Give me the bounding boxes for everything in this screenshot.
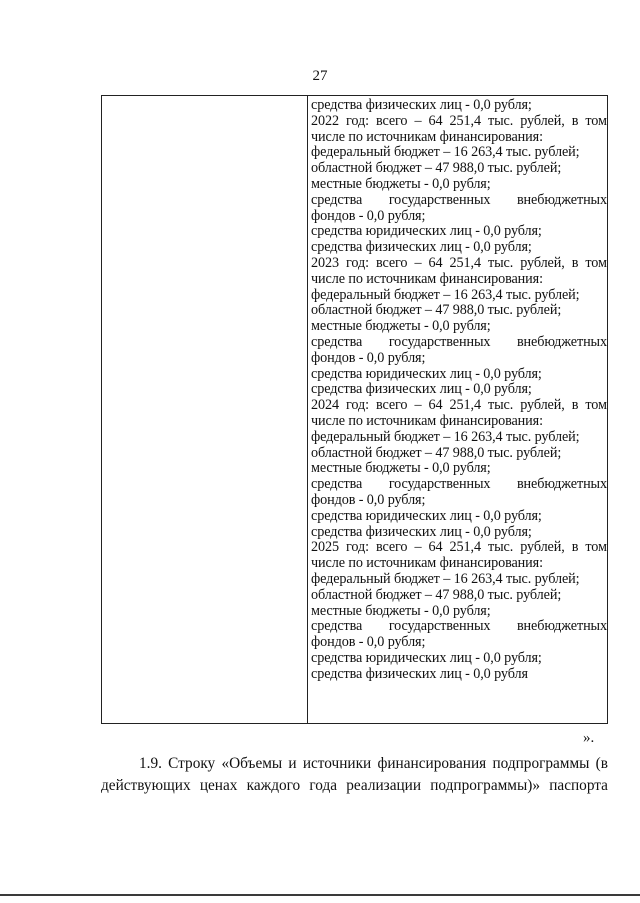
table-text-line [311,477,607,493]
word: всего [375,397,408,414]
table-text-line [311,335,607,351]
word: год: [346,397,369,414]
word: тыс. [487,254,514,271]
word: подпрограммы)» [430,777,541,794]
table-text-line: средства физических лиц - 0,0 рубля; [311,239,532,256]
table-text-line: средства юридических лиц - 0,0 рубля; [311,507,542,524]
word: том [585,397,607,414]
word: год: [346,539,369,556]
word: средства [311,191,363,208]
word: 1.9. [139,755,162,772]
word: внебюджетных [516,618,607,635]
table-text-line: местные бюджеты - 0,0 рубля; [311,175,491,192]
closing-quote: ». [583,730,595,746]
table-text-line [311,619,607,635]
table-text-line: федеральный бюджет – 16 263,4 тыс. рублей; [311,286,580,303]
table-text-line: местные бюджеты - 0,0 рубля; [311,318,491,335]
table-text-line: местные бюджеты - 0,0 рубля; [311,460,491,477]
word: и [288,755,297,772]
word: каждого [246,777,301,794]
word: всего [375,539,408,556]
word: средства [311,618,363,635]
word: государственных [388,333,491,350]
table-text-line [311,540,607,556]
table-text-line: областной бюджет – 47 988,0 тыс. рублей; [311,444,562,461]
paragraph-line-2 [101,776,608,795]
table-text-line: средства физических лиц - 0,0 рубля; [311,97,532,113]
table-text-line: числе по источникам финансирования: [311,270,543,287]
word: всего [375,112,408,129]
word: внебюджетных [516,333,607,350]
word: ценах [199,777,238,794]
word: рублей, [520,254,565,271]
word: том [585,254,607,271]
table-text-line: федеральный бюджет – 16 263,4 тыс. рублей; [311,428,580,445]
word: финансирования [377,755,487,772]
table-text-line: числе по источникам финансирования: [311,412,543,429]
table-text-line: федеральный бюджет – 16 263,4 тыс. рублей; [311,570,580,587]
word: действующих [101,777,191,794]
word: паспорта [549,777,608,794]
paragraph-line-1 [139,754,608,773]
table-text-line: средства юридических лиц - 0,0 рубля; [311,365,542,382]
table-text-line: фондов - 0,0 рубля; [311,349,426,366]
table-text-line [311,398,607,414]
word: том [585,539,607,556]
word: внебюджетных [516,476,607,493]
word: в [571,539,579,556]
page-bottom-edge [0,894,640,896]
word: – [414,539,422,556]
word: – [414,397,422,414]
word: реализации [346,777,422,794]
table-right-cell [311,98,607,682]
table-text-line: числе по источникам финансирования: [311,555,543,572]
table-left-cell [102,96,308,723]
word: – [414,254,422,271]
word: 251,4 [449,397,481,414]
table-text-line: средства юридических лиц - 0,0 рубля; [311,649,542,666]
word: Строку [168,755,216,772]
word: 2025 [311,539,339,556]
table-text-line: фондов - 0,0 рубля; [311,207,426,224]
word: средства [311,333,363,350]
table-text-line [311,256,607,272]
table-text-line: средства физических лиц - 0,0 рубля; [311,523,532,540]
word: в [571,112,579,129]
word: 64 [428,539,443,556]
word: 2023 [311,254,339,271]
word: 2024 [311,397,339,414]
word: «Объемы [221,755,283,772]
word: в [571,254,579,271]
table-text-line: средства физических лиц - 0,0 рубля; [311,381,532,398]
word: средства [311,476,363,493]
word: 251,4 [449,254,481,271]
table-text-line [311,114,607,130]
word: внебюджетных [516,191,607,208]
word: тыс. [487,112,514,129]
word: рублей, [520,112,565,129]
word: год: [346,112,369,129]
table-text-line: фондов - 0,0 рубля; [311,491,426,508]
word: рублей, [520,539,565,556]
table-text-line: средства физических лиц - 0,0 рубля [311,665,528,682]
table-text-line: средства юридических лиц - 0,0 рубля; [311,223,542,240]
word: 64 [428,112,443,129]
word: 2022 [311,112,339,129]
word: всего [375,254,408,271]
word: в [571,397,579,414]
word: года [309,777,338,794]
word: государственных [388,618,491,635]
table-text-line: областной бюджет – 47 988,0 тыс. рублей; [311,586,562,603]
table-text-line: областной бюджет – 47 988,0 тыс. рублей; [311,302,562,319]
word: тыс. [487,397,514,414]
word: рублей, [520,397,565,414]
word: 64 [428,254,443,271]
table-text-line: числе по источникам финансирования: [311,128,543,145]
table-text-line: фондов - 0,0 рубля; [311,634,426,651]
word: 251,4 [449,539,481,556]
word: источники [302,755,372,772]
word: государственных [388,191,491,208]
table-text-line: местные бюджеты - 0,0 рубля; [311,602,491,619]
word: государственных [388,476,491,493]
table-text-line: областной бюджет – 47 988,0 тыс. рублей; [311,160,562,177]
word: 251,4 [449,112,481,129]
word: том [585,112,607,129]
word: тыс. [487,539,514,556]
page-number: 27 [312,68,328,84]
word: – [414,112,422,129]
funding-table [101,95,608,724]
word: 64 [428,397,443,414]
table-text-line [311,193,607,209]
word: (в [595,755,608,772]
word: подпрограммы [492,755,590,772]
table-text-line: федеральный бюджет – 16 263,4 тыс. рублей; [311,144,580,161]
word: год: [346,254,369,271]
